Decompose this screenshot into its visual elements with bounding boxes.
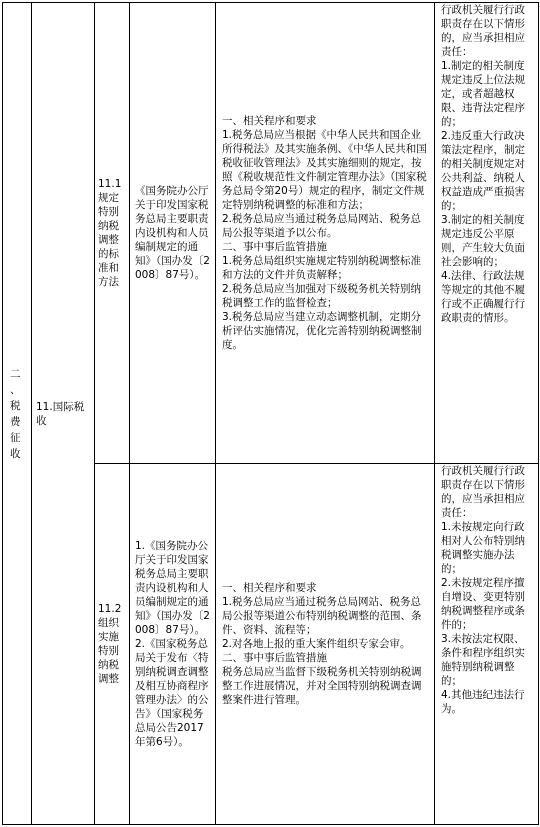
measures-text <box>216 581 434 707</box>
measure-item: 1.税务总局应当根据《中华人民共和国企业所得税法》及其实施条例、《中华人民共和国税收征收管理法》及其实施细则的规定，按照《税收规范性文件制定管理办法》（国家税务总局令第20号）规定的程序，制定文件规定特别纳税调整的标准和方法； <box>222 129 427 211</box>
measures-text <box>216 114 434 352</box>
liability-item: 1.未按规定向行政相对人公布特别纳税调整实施办法的； <box>441 521 525 575</box>
liability-item: 4.法律、行政法规等规定的其他不履行或不正确履行行政职责的情形。 <box>441 270 525 324</box>
measure-item: 2.税务总局应当通过税务总局网站、税务总局公报等渠道予以公布。 <box>222 213 422 239</box>
measure-heading: 二、事中事后监管措施 <box>222 241 327 253</box>
liability-item: 3.未按法定权限、条件和程序组织实施特别纳税调整的； <box>441 633 525 687</box>
liability-text <box>435 3 538 325</box>
measure-item: 3.税务总局应当建立动态调整机制，定期分析评估实施情况，优化完善特别纳税调整制度。 <box>222 311 422 351</box>
measure-heading: 一、相关程序和要求 <box>222 582 317 594</box>
measure-item: 2.税务总局应当加强对下级税务机关特别纳税调整工作的监督检查； <box>222 283 422 309</box>
measures-cell <box>216 3 435 464</box>
measure-heading: 一、相关程序和要求 <box>222 115 317 127</box>
measure-item: 税务总局应当监督下级税务机关特别纳税调整工作进展情况，并对全国特别纳税调查调整案件进行管理。 <box>222 666 422 706</box>
basis-cell <box>130 3 216 464</box>
item-name-cell <box>95 3 130 464</box>
basis-text: 《国务院办公厅关于印发国家税务总局主要职责内设机构和人员编制规定的通知》（国办发〔2008〕87号）。 <box>135 185 210 281</box>
basis-item: 1.《国务院办公厅关于印发国家税务总局主要职责内设机构和人员编制规定的通知》（国办发〔2008〕87号）。 <box>135 540 210 636</box>
liability-cell <box>435 3 539 464</box>
liability-item: 2.未按规定程序擅自增设、变更特别纳税调整程序或条件的； <box>441 577 525 631</box>
basis-text <box>130 539 215 749</box>
subcategory-label: 11.国际税收 <box>36 400 85 427</box>
measure-item: 1.税务总局应当通过税务总局网站、税务总局公报等渠道公布特别纳税调整的范围、条件、资料、流程等； <box>222 596 422 636</box>
measures-cell <box>216 464 435 825</box>
basis-cell <box>130 464 216 825</box>
table-row <box>3 3 539 464</box>
liability-item: 3.制定的相关制度规定违反公平原则，产生较大负面社会影响的； <box>441 214 525 268</box>
responsibility-table <box>2 2 539 825</box>
liability-text <box>435 464 538 716</box>
measure-heading: 二、事中事后监管措施 <box>222 652 327 664</box>
measure-item: 2.对各地上报的重大案件组织专家会审。 <box>222 638 411 650</box>
liability-item: 2.违反重大行政决策法定程序，制定的相关制度规定对公共利益、纳税人权益造成严重损害的； <box>441 130 525 212</box>
category-cell <box>3 3 32 825</box>
category-label: 二、税费征收 <box>10 367 21 460</box>
subcategory-cell <box>32 3 95 825</box>
liability-item: 4.其他违纪违法行为。 <box>441 689 525 715</box>
item-name-cell <box>95 464 130 825</box>
basis-item: 2.《国家税务总局关于发布〈特别纳税调查调整及相互协商程序管理办法〉的公告》（国家税务总局公告2017年第6号）。 <box>135 638 209 748</box>
liability-intro: 行政机关履行行政职责存在以下情形的，应当承担相应责任： <box>441 465 525 519</box>
measure-item: 1.税务总局组织实施规定特别纳税调整标准和方法的文件并负责解释； <box>222 255 422 281</box>
liability-intro: 行政机关履行行政职责存在以下情形的，应当承担相应责任： <box>441 4 525 58</box>
item-name: 11.2组织实施特别纳税调整 <box>98 603 122 685</box>
liability-cell <box>435 464 539 825</box>
item-name: 11.1规定特别纳税调整的标准和方法 <box>98 178 122 288</box>
liability-item: 1.制定的相关制度规定违反上位法规定，或者超越权限、违背法定程序的； <box>441 60 525 128</box>
